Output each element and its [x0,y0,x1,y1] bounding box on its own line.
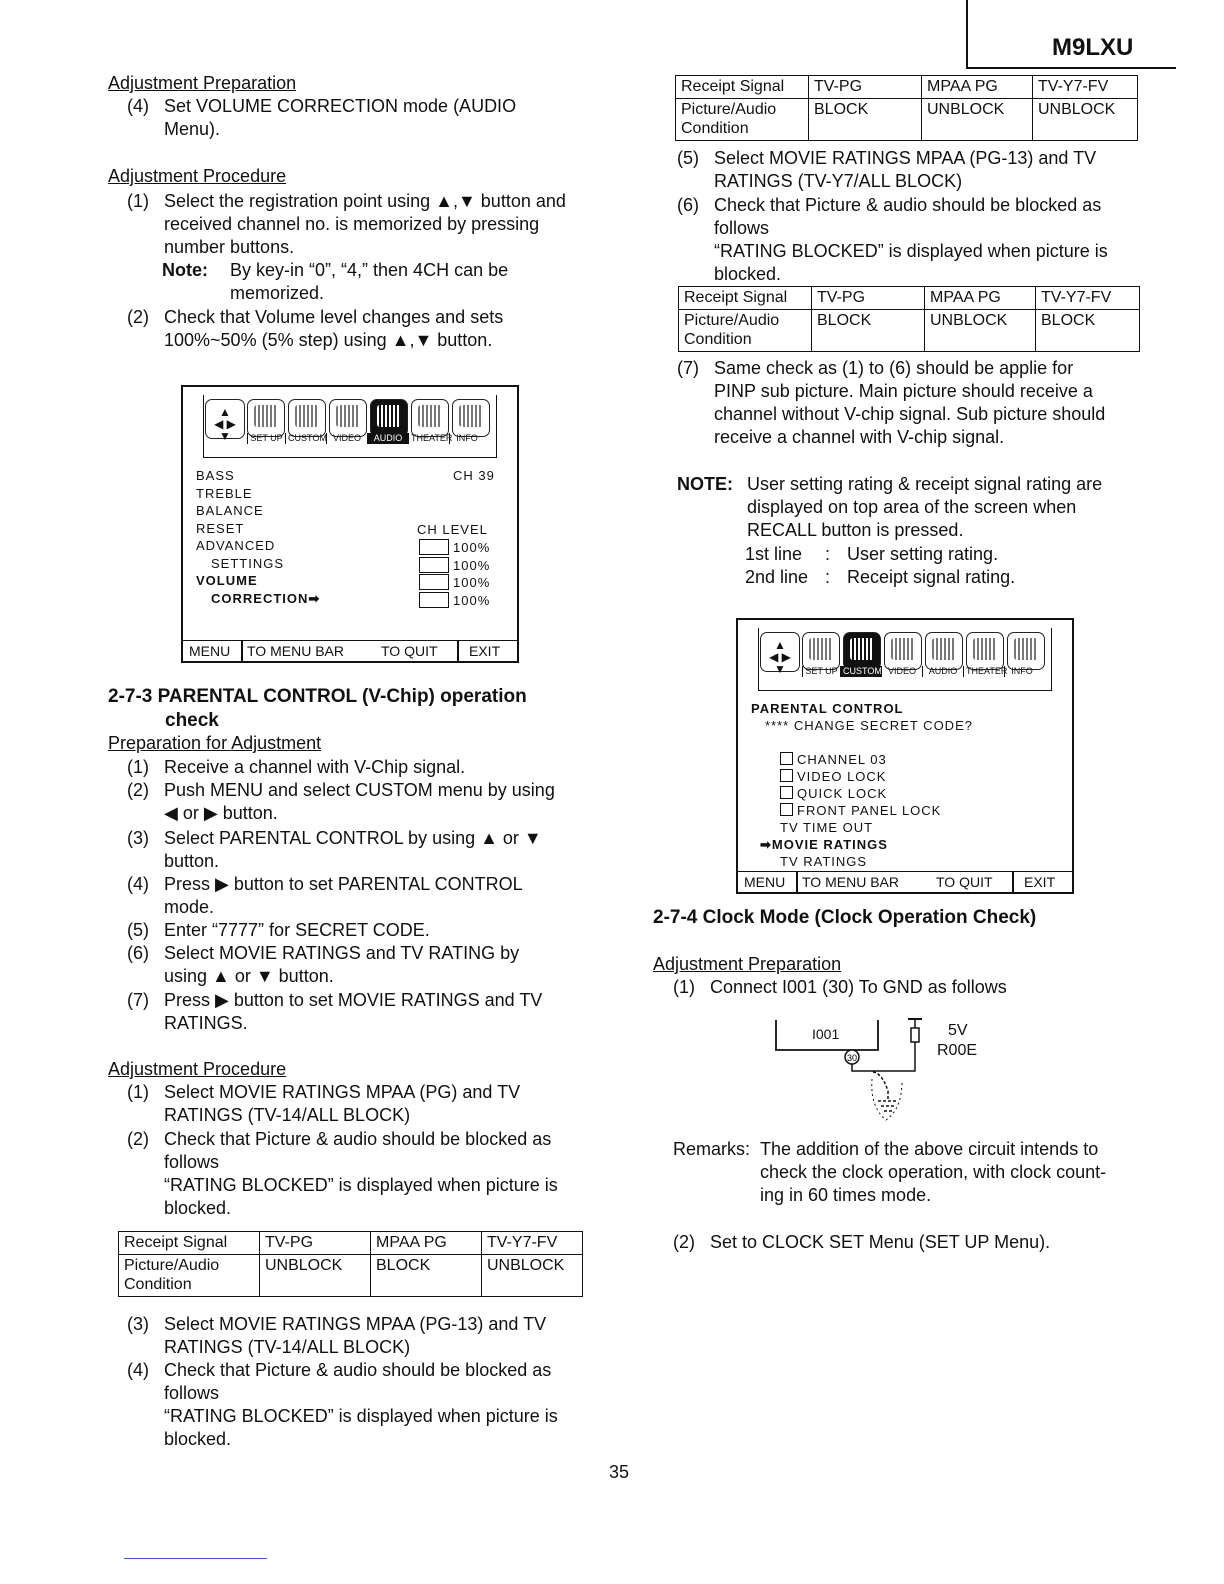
header-rule-horizontal [966,67,1176,69]
section-title-clock: 2-7-4 Clock Mode (Clock Operation Check) [653,907,1037,928]
tab-info[interactable]: INFO [1004,666,1039,677]
tab-info[interactable]: INFO [449,433,484,444]
preparation-for-adjustment-heading: Preparation for Adjustment [108,733,322,753]
tv-time-out-item[interactable]: TV TIME OUT [780,820,874,835]
menu-tab-labels [247,433,484,444]
clock-step-1: (1) Connect I001 (30) To GND as follows [673,977,1007,997]
clock-step-2: (2) Set to CLOCK SET Menu (SET UP Menu). [673,1232,1051,1252]
prep2-step-2: (2) Push MENU and select CUSTOM menu by using ◀ or ▶ button. [127,780,555,823]
tab-theater[interactable]: THEATER [408,433,449,444]
tv-ratings-item[interactable]: TV RATINGS [780,854,868,869]
arrow-right-icon: ➡ [760,837,772,852]
menu-tab-labels [802,666,1039,677]
status-bar [738,871,1072,892]
table-row: Receipt Signal TV-PG MPAA PG TV-Y7-FV [676,76,1138,99]
table-row: Receipt Signal TV-PG MPAA PG TV-Y7-FV [119,1232,583,1255]
tab-custom[interactable]: CUSTOM [840,666,881,677]
svg-text:30: 30 [846,1053,858,1063]
signal-table-2 [675,75,1138,141]
setup-icon[interactable] [802,632,840,670]
status-to-menu-bar[interactable]: TO MENU BAR [247,643,344,659]
theater-icon[interactable] [966,632,1004,670]
prep2-step-5: (5) Enter “7777” for SECRET CODE. [127,920,430,940]
adjustment-preparation-heading: Adjustment Preparation [108,73,297,93]
custom-icon[interactable] [843,632,881,670]
movie-ratings-item[interactable]: ➡MOVIE RATINGS [760,837,888,852]
signal-table-1 [118,1231,583,1297]
status-exit[interactable]: EXIT [1024,874,1056,890]
info-icon[interactable] [452,399,490,437]
video-icon[interactable] [884,632,922,670]
tab-video[interactable]: VIDEO [881,666,922,677]
circuit-resistor-label: R00E [937,1042,978,1059]
header-rule-vertical [966,0,968,68]
model-number: M9LXU [1052,34,1134,61]
note-block: Note: By key-in “0”, “4,” then 4CH can be memorized. [162,260,509,303]
adjustment-procedure-heading: Adjustment Procedure [108,166,287,186]
table-row: Picture/Audio Condition UNBLOCK BLOCK UNBLOCK [119,1255,583,1297]
proc-step-1: (1) Select the registration point using ▲,▼ button and received channel no. is memorized by pressing number buttons. [127,191,566,257]
prep-step-4: (4) Set VOLUME CORRECTION mode (AUDIO Menu). [127,96,517,139]
info-icon[interactable] [1007,632,1045,670]
tab-custom[interactable]: CUSTOM [285,433,326,444]
parental-items [760,751,942,870]
change-secret-code[interactable]: **** CHANGE SECRET CODE? [765,718,973,733]
tab-theater[interactable]: THEATER [963,666,1004,677]
prep2-step-7: (7) Press ▶ button to set MOVIE RATINGS and TV RATINGS. [127,990,543,1033]
proc2-step-4: (4) Check that Picture & audio should be blocked as follows “RATING BLOCKED” is displayed when picture is blocked. [127,1360,558,1449]
proc2-step-1: (1) Select MOVIE RATINGS MPAA (PG) and TV RATINGS (TV-14/ALL BLOCK) [127,1082,521,1125]
menu-item-reset[interactable]: RESET [196,520,245,536]
note-line-rows: 1st line : User setting rating. 2nd line : Receipt signal rating. [745,544,1016,587]
status-bar [183,640,517,661]
section-title-parental: 2-7-3 PARENTAL CONTROL (V-Chip) operation check [108,686,527,731]
nav-arrows-icon: ▲ ◀ ▶ ▼ [205,399,245,439]
menu-item-balance[interactable]: BALANCE [196,503,264,518]
setup-icon[interactable] [247,399,285,437]
status-to-quit[interactable]: TO QUIT [381,643,438,659]
prep2-step-4: (4) Press ▶ button to set PARENTAL CONTROL mode. [127,874,523,917]
right-step-5: (5) Select MOVIE RATINGS MPAA (PG-13) and TV RATINGS (TV-Y7/ALL BLOCK) [677,148,1097,191]
tab-setup[interactable]: SET UP [802,666,840,677]
adjustment-procedure-heading-2: Adjustment Procedure [108,1059,287,1079]
list-item[interactable]: VIDEO LOCK [780,768,941,785]
prep2-step-3: (3) Select PARENTAL CONTROL by using ▲ or ▼ button. [127,828,542,871]
circuit-chip-label: I001 [812,1026,840,1042]
status-menu[interactable]: MENU [744,874,786,890]
table-row: Receipt Signal TV-PG MPAA PG TV-Y7-FV [679,287,1140,310]
menu-item-bass[interactable]: BASS [196,468,235,483]
remarks-block: Remarks: The addition of the above circuit intends to check the clock operation, with clock count- ing in 60 times mode. [673,1139,1107,1205]
menu-item-correction[interactable]: CORRECTION➡ [211,590,321,606]
menu-item-volume[interactable]: VOLUME [196,573,258,588]
table-row: Picture/Audio Condition BLOCK UNBLOCK BLOCK [679,310,1140,352]
right-step-6: (6) Check that Picture & audio should be blocked as follows “RATING BLOCKED” is displayed when picture is blocked. [677,195,1108,284]
proc2-step-2: (2) Check that Picture & audio should be blocked as follows “RATING BLOCKED” is displayed when picture is blocked. [127,1129,558,1218]
page-number: 35 [609,1462,630,1482]
video-icon[interactable] [329,399,367,437]
nav-arrows-icon: ▲ ◀ ▶ ▼ [760,632,800,672]
checkbox-icon [780,769,793,782]
table-row: Picture/Audio Condition BLOCK UNBLOCK UNBLOCK [676,99,1138,141]
clock-adjustment-preparation-heading: Adjustment Preparation [653,954,842,974]
status-to-menu-bar[interactable]: TO MENU BAR [802,874,899,890]
tab-video[interactable]: VIDEO [326,433,367,444]
custom-icon[interactable] [288,399,326,437]
channel-label: CH 39 [453,468,495,483]
level-row[interactable]: 100% [419,557,490,575]
status-exit[interactable]: EXIT [469,643,501,659]
checkbox-icon [780,752,793,765]
theater-icon[interactable] [411,399,449,437]
proc2-step-3: (3) Select MOVIE RATINGS MPAA (PG-13) and TV RATINGS (TV-14/ALL BLOCK) [127,1314,547,1357]
signal-table-3 [678,286,1140,352]
audio-menu-screen [181,385,519,663]
menu-item-settings[interactable]: SETTINGS [211,555,285,571]
list-item[interactable]: FRONT PANEL LOCK [780,802,941,819]
menu-icon-row [247,399,493,437]
footer-rule [124,1558,267,1559]
list-item[interactable]: CHANNEL 03 [780,751,941,768]
audio-icon[interactable] [370,399,408,437]
checkbox-icon [780,803,793,816]
prep2-step-6: (6) Select MOVIE RATINGS and TV RATING by using ▲ or ▼ button. [127,943,520,986]
status-to-quit[interactable]: TO QUIT [936,874,993,890]
ch-level-label: CH LEVEL [417,522,488,537]
level-row[interactable]: 100% [419,592,490,610]
tab-audio[interactable]: AUDIO [922,666,963,677]
note-recall: NOTE: User setting rating & receipt signal rating are displayed on top area of the screen when RECALL button is pressed. [677,474,1103,540]
proc-step-2: (2) Check that Volume level changes and sets 100%~50% (5% step) using ▲,▼ button. [127,307,504,350]
status-menu[interactable]: MENU [189,643,231,659]
prep2-step-1: (1) Receive a channel with V-Chip signal. [127,757,466,777]
circuit-voltage-label: 5V [948,1022,968,1039]
menu-icon-row [802,632,1048,670]
menu-item-treble[interactable]: TREBLE [196,485,253,501]
tab-setup[interactable]: SET UP [247,433,285,444]
level-list [419,539,490,609]
checkbox-icon [780,786,793,799]
audio-icon[interactable] [925,632,963,670]
list-item[interactable]: QUICK LOCK [780,785,941,802]
tab-audio[interactable]: AUDIO [367,433,408,444]
menu-item-advanced[interactable]: ADVANCED [196,538,276,553]
parental-control-title: PARENTAL CONTROL [751,701,904,716]
level-row[interactable]: 100% [419,539,490,557]
audio-menu-items [196,467,320,607]
right-step-7: (7) Same check as (1) to (6) should be applie for PINP sub picture. Main picture should receive a channel without V-chip signal. Sub picture should receive a channel with V-chip signal. [677,358,1106,447]
parental-control-screen [736,618,1074,894]
level-row[interactable]: 100% [419,574,490,592]
